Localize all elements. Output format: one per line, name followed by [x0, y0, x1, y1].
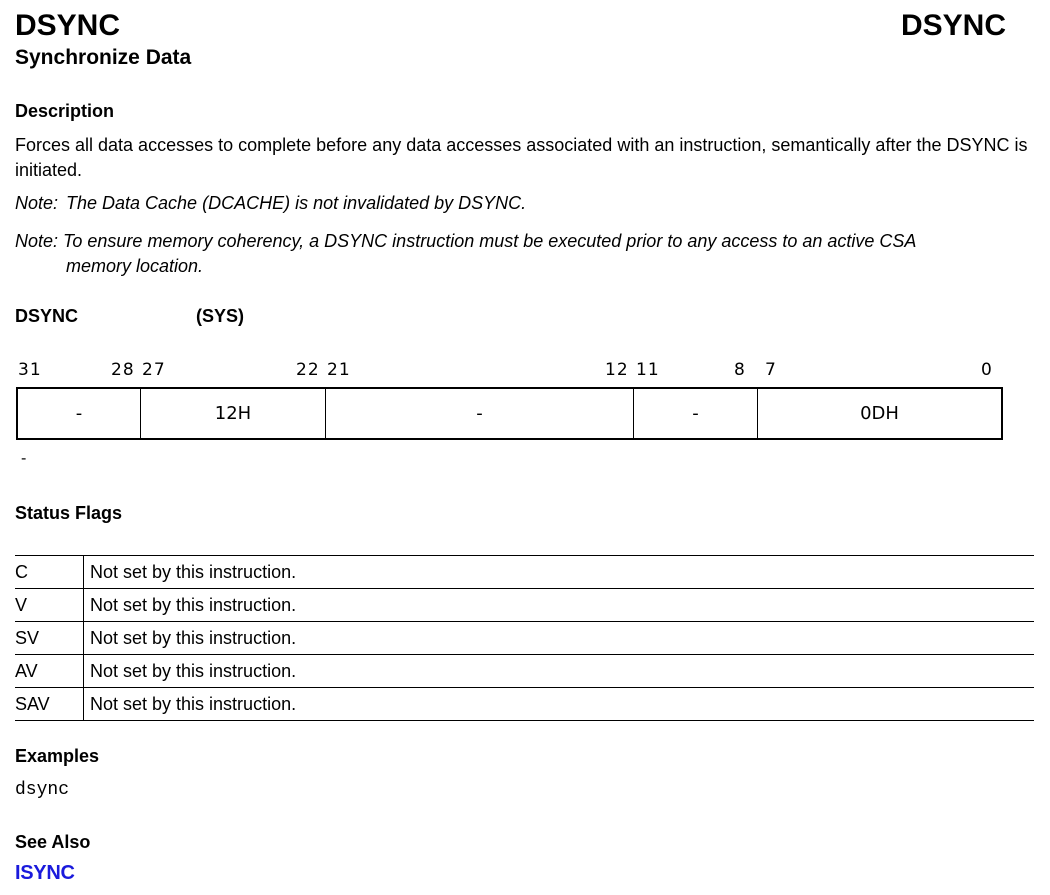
page-title: DSYNC — [15, 9, 121, 42]
flag-desc: Not set by this instruction. — [84, 556, 1035, 589]
encoding-field-opcode2: 12 H — [141, 389, 326, 438]
format-type: (SYS) — [196, 306, 245, 326]
table-row — [15, 589, 1034, 622]
note-coherency — [15, 229, 1035, 279]
note-text: The Data Cache (DCACHE) is not invalidated by DSYNC. — [66, 193, 527, 213]
flag-name: SV — [15, 622, 84, 655]
note-text-line2: memory location. — [66, 256, 204, 276]
flag-name: C — [15, 556, 84, 589]
bit-label: 22 — [296, 360, 320, 380]
see-also-link-isync[interactable]: ISYNC — [15, 862, 75, 884]
page-subtitle: Synchronize Data — [15, 46, 192, 69]
examples-heading: Examples — [15, 746, 100, 766]
flag-desc: Not set by this instruction. — [84, 589, 1035, 622]
encoding-footnote-mark: - — [21, 450, 27, 467]
table-row — [15, 622, 1034, 655]
bit-label: 8 — [734, 360, 746, 380]
flag-name: AV — [15, 655, 84, 688]
bit-label: 27 — [142, 360, 166, 380]
table-row — [15, 688, 1034, 721]
bit-label: 28 — [111, 360, 135, 380]
encoding-field: - — [634, 389, 758, 438]
bit-label: 0 — [981, 360, 993, 380]
encoding-field: - — [18, 389, 141, 438]
flag-name: V — [15, 589, 84, 622]
note-label: Note: — [15, 231, 59, 251]
encoding-field-opcode1: 0D H — [860, 403, 899, 424]
status-flags-table — [15, 555, 1034, 721]
note-label: Note: — [15, 193, 59, 213]
bit-label: 21 — [327, 360, 351, 380]
encoding-field: - — [326, 389, 634, 438]
status-flags-heading: Status Flags — [15, 503, 123, 523]
bit-label: 12 — [605, 360, 629, 380]
bit-label: 31 — [18, 360, 42, 380]
description-text: Forces all data accesses to complete before any data accesses associated with an instruction, semantically after the DSYNC is initiated. — [15, 135, 1028, 180]
table-row — [15, 556, 1034, 589]
note-dcache — [15, 191, 1037, 216]
bit-label: 7 — [765, 360, 777, 380]
flag-desc: Not set by this instruction. — [84, 622, 1035, 655]
format-mnemonic: DSYNC — [15, 306, 79, 326]
bit-label: 11 — [636, 360, 660, 380]
flag-name: SAV — [15, 688, 84, 721]
flag-desc: Not set by this instruction. — [84, 688, 1035, 721]
note-text-line1: To ensure memory coherency, a DSYNC instruction must be executed prior to any access to an active CSA — [63, 231, 917, 251]
page-title-right: DSYNC — [900, 9, 1006, 42]
flag-desc: Not set by this instruction. — [84, 655, 1035, 688]
see-also-heading: See Also — [15, 832, 91, 852]
description-heading: Description — [15, 101, 115, 121]
instruction-encoding — [16, 387, 1003, 440]
example-code: dsync — [15, 780, 70, 800]
table-row — [15, 655, 1034, 688]
